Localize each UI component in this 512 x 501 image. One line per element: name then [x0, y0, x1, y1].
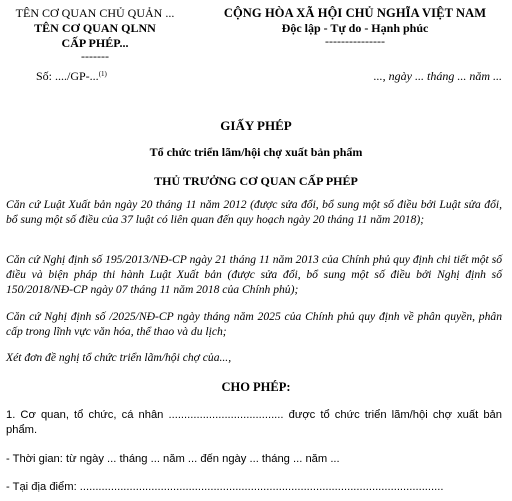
parent-agency-name: TÊN CƠ QUAN CHỦ QUẢN ...: [15, 6, 175, 20]
document-subtitle: Tổ chức triển lãm/hội chợ xuất bản phẩm: [149, 145, 363, 159]
agency-name: TÊN CƠ QUAN QLNN: [34, 21, 156, 35]
footnote-marker: (1): [98, 70, 107, 78]
national-motto: Độc lập - Tự do - Hạnh phúc: [281, 21, 429, 35]
legal-basis-decree-2025: Căn cứ Nghị định số /2025/NĐ-CP ngày tháng năm 2025 của Chính phủ quy định về phân quyền, phân cấp trong lĩnh vực văn hóa, thể thao và du lịch;: [6, 310, 502, 338]
motto-separator: ---------------: [325, 34, 385, 48]
document-title: GIẤY PHÉP: [220, 118, 292, 133]
application-consideration: Xét đơn đề nghị tổ chức triển lãm/hội chợ của...,: [6, 351, 232, 364]
legal-basis-decree-195: Căn cứ Nghị định số 195/2013/NĐ-CP ngày 21 tháng 11 năm 2013 của Chính phủ quy định chi tiết một số điều và biện pháp thi hành Luật Xuất bản (được sửa đổi, bổ sung một số điều bởi Nghị định số 150/2018/NĐ-CP ngày 07 tháng 11 năm 2018 của Chính phủ);: [6, 253, 502, 296]
national-header: [205, 6, 505, 47]
issuing-authority: THỦ TRƯỞNG CƠ QUAN CẤP PHÉP: [154, 174, 358, 188]
agency-separator: -------: [81, 49, 109, 63]
issue-date: ..., ngày ... tháng ... năm ...: [373, 69, 502, 83]
document-number: [36, 69, 107, 84]
licensing-label: CẤP PHÉP...: [61, 36, 129, 50]
permission-heading: CHO PHÉP:: [221, 380, 291, 394]
legal-basis-publishing-law: Căn cứ Luật Xuất bản ngày 20 tháng 11 năm 2012 (được sửa đổi, bổ sung một số điều bởi Luật sửa đổi, bổ sung một số điều của 37 luật có liên quan đến quy hoạch ngày 20 tháng 11 năm 2018);: [6, 198, 502, 226]
venue-line: - Tại địa điểm: .....................................................................................................................: [6, 481, 444, 493]
licensee-line: 1. Cơ quan, tổ chức, cá nhân ..................................... được tổ chức triển lãm/hội chợ xuất bản phẩm.: [6, 409, 502, 436]
nation-name: CỘNG HÒA XÃ HỘI CHỦ NGHĨA VIỆT NAM: [223, 6, 487, 20]
issuing-agency-header: [0, 6, 190, 62]
document-number-text: Số: ..../GP-...: [36, 69, 99, 83]
time-line: - Thời gian: từ ngày ... tháng ... năm ... đến ngày ... tháng ... năm ...: [6, 453, 340, 465]
